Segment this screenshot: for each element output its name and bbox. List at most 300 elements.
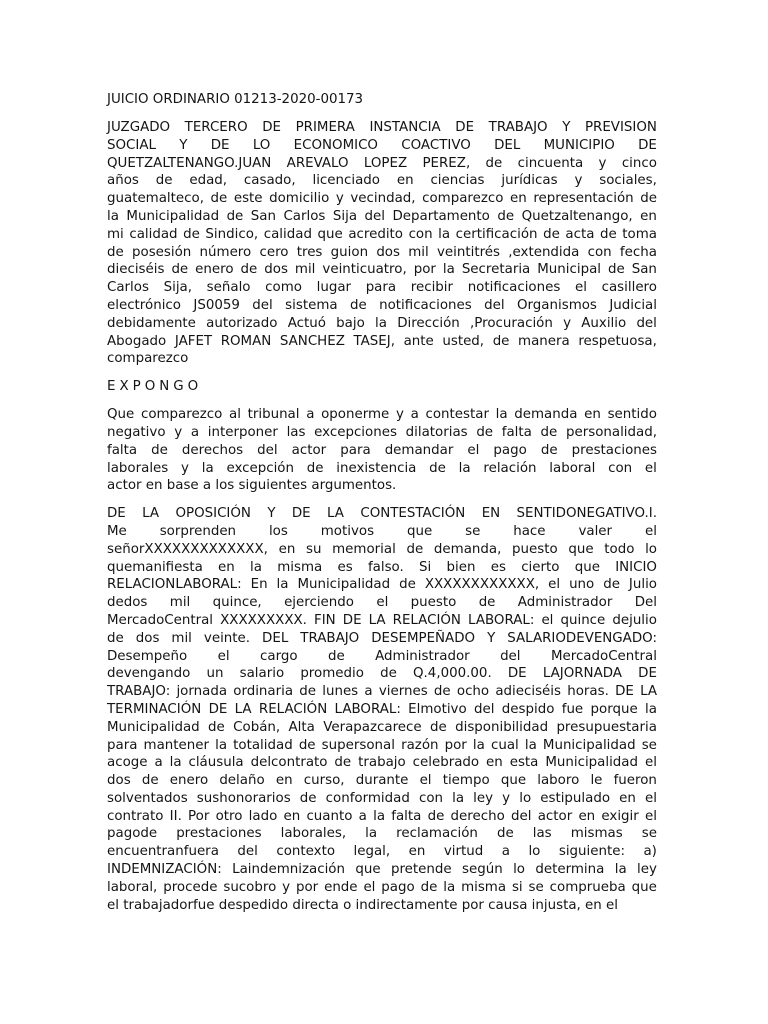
- line-word: otro: [215, 808, 243, 824]
- line-word: DE: [107, 506, 126, 522]
- line-word: Por: [188, 808, 210, 824]
- line-word: casado,: [243, 173, 296, 189]
- line-word: ,Procuración: [470, 315, 553, 331]
- line-word: con: [418, 790, 444, 806]
- line-word: a: [154, 755, 163, 771]
- line-word: de: [497, 208, 515, 224]
- line-word: por: [413, 262, 436, 278]
- line-word: RELACIONLABORAL:: [107, 577, 242, 593]
- line-word: FIN: [314, 612, 336, 628]
- line-word: DESEMPEÑADO: [371, 630, 476, 646]
- line-word: notificaciones: [379, 297, 472, 313]
- line-word: Dirección: [397, 315, 460, 331]
- line-word: la: [215, 737, 228, 753]
- line-word: En: [250, 577, 268, 593]
- line-word: del: [237, 844, 258, 860]
- line-word: de: [299, 790, 317, 806]
- line-word: demandar: [384, 442, 454, 458]
- text-line: [107, 612, 657, 630]
- line-word: del: [636, 315, 657, 331]
- line-word: mi: [107, 226, 124, 242]
- line-word: con: [587, 244, 612, 260]
- line-word: negativo: [107, 424, 166, 440]
- text-line: [107, 333, 657, 351]
- line-word: calidad: [263, 226, 312, 242]
- line-word: Administrador: [517, 595, 613, 611]
- line-word: MercadoCentral: [550, 648, 657, 664]
- line-word: el: [363, 879, 376, 895]
- line-word: la: [452, 790, 465, 806]
- line-word: reclamación: [396, 826, 478, 842]
- line-word: Verapazcarece: [323, 719, 422, 735]
- text-line: [107, 665, 657, 683]
- line-word: mil: [408, 244, 429, 260]
- text-line: [107, 505, 657, 523]
- line-word: a): [643, 844, 657, 860]
- line-word: relación: [483, 460, 537, 476]
- line-word: Y: [267, 506, 276, 522]
- line-word: y: [174, 424, 183, 440]
- line-word: uno: [569, 577, 595, 593]
- line-word: San: [631, 262, 657, 278]
- line-word: prestaciones: [571, 442, 657, 458]
- line-word: Y: [487, 630, 496, 646]
- line-word: cuanto: [306, 808, 353, 824]
- line-word: del: [474, 701, 495, 717]
- line-word: dos: [107, 773, 131, 789]
- line-word: INICIO: [615, 559, 657, 575]
- line-word: sucobro: [223, 879, 277, 895]
- line-word: de: [226, 208, 244, 224]
- line-word: veinte.: [203, 630, 251, 646]
- line-word: ECONOMICO: [293, 137, 378, 153]
- text-line: [107, 897, 657, 915]
- line-word: dieciséis: [107, 262, 165, 278]
- line-word: de: [155, 173, 173, 189]
- line-word: SOCIAL: [107, 137, 156, 153]
- line-word: Y: [179, 137, 188, 153]
- line-word: memorial: [332, 541, 396, 557]
- line-word: laborales: [107, 460, 169, 476]
- text-line: [107, 315, 657, 333]
- line-word: Sindico,: [205, 226, 259, 242]
- line-word: de: [430, 719, 447, 735]
- line-word: manera: [518, 333, 570, 349]
- line-word: guion: [330, 244, 369, 260]
- line-word: veintitrés: [436, 244, 501, 260]
- line-word: la: [614, 862, 627, 878]
- line-word: TRABAJO:: [107, 684, 171, 700]
- line-word: LA: [327, 506, 344, 522]
- line-word: dos: [135, 630, 160, 646]
- line-word: excepción: [226, 460, 294, 476]
- line-word: de: [299, 684, 317, 700]
- line-word: vecindad,: [350, 191, 416, 207]
- line-word: en: [218, 559, 235, 575]
- line-word: enero: [195, 262, 234, 278]
- line-word: LA: [368, 612, 386, 628]
- line-word: salario: [239, 666, 285, 682]
- line-word: OPOSICIÓN: [175, 506, 251, 522]
- line-word: personalidad,: [565, 424, 657, 440]
- text-line: [107, 737, 657, 755]
- line-word: Carlos: [283, 208, 326, 224]
- line-word: de: [540, 424, 558, 440]
- line-word: laboro: [537, 773, 580, 789]
- line-word: de: [476, 424, 494, 440]
- line-word: en: [408, 844, 426, 860]
- paragraph-opposition-arguments: [107, 505, 657, 914]
- line-word: jornada: [176, 684, 228, 700]
- line-word: prestaciones: [176, 826, 262, 842]
- line-word: demanda,: [433, 541, 502, 557]
- paragraph-opposition-intro: [107, 406, 657, 495]
- line-word: Judicial: [609, 297, 657, 313]
- line-word: cincuenta: [517, 155, 584, 171]
- line-word: del: [252, 297, 273, 313]
- line-word: misma: [461, 879, 507, 895]
- text-line: [107, 879, 657, 897]
- line-word: cual: [490, 737, 519, 753]
- text-line: [107, 772, 657, 790]
- line-word: la: [375, 315, 387, 331]
- line-word: dos: [264, 262, 288, 278]
- line-word: promedio: [300, 666, 364, 682]
- line-word: respetuosa,: [578, 333, 657, 349]
- line-word: con: [608, 460, 633, 476]
- line-word: DE: [638, 137, 657, 153]
- line-word: RELACIÓN: [392, 612, 461, 628]
- line-word: Municipalidad: [126, 208, 220, 224]
- line-word: Me: [107, 523, 127, 539]
- line-word: representación: [533, 191, 634, 207]
- line-word: el: [548, 577, 561, 593]
- line-word: el: [644, 755, 657, 771]
- text-line: [107, 460, 657, 478]
- line-word: LABORAL:: [334, 701, 401, 717]
- line-word: LAJORNADA: [542, 666, 622, 682]
- line-word: domicilio: [269, 191, 330, 207]
- line-word: actor en base a los siguientes argumentos.: [107, 478, 397, 494]
- line-word: la: [250, 559, 262, 575]
- line-word: años: [107, 173, 139, 189]
- line-word: LA: [234, 701, 252, 717]
- line-word: notificaciones: [467, 280, 561, 296]
- line-word: la: [495, 407, 508, 423]
- text-line: [107, 630, 657, 648]
- line-word: encuentranfuera: [107, 844, 219, 860]
- line-word: TERMINACIÓN: [107, 701, 202, 717]
- line-word: de: [327, 648, 345, 664]
- line-word: en: [640, 208, 657, 224]
- line-word: EN: [481, 506, 501, 522]
- line-word: el: [645, 790, 657, 806]
- line-word: el: [644, 808, 657, 824]
- line-word: Desempeño: [107, 648, 188, 664]
- line-word: recibir: [410, 280, 454, 296]
- line-word: veinticuatro,: [322, 262, 407, 278]
- line-word: acta: [565, 226, 595, 242]
- line-word: fueron: [613, 773, 657, 789]
- line-word: durante: [355, 773, 409, 789]
- line-word: cero: [259, 244, 289, 260]
- line-word: derechos: [181, 442, 244, 458]
- line-word: PEREZ,: [422, 155, 471, 171]
- line-word: de: [433, 684, 451, 700]
- line-word: puesto: [410, 595, 457, 611]
- text-line: [107, 155, 657, 173]
- line-word: LOPEZ: [363, 155, 408, 171]
- line-word: la: [524, 737, 537, 753]
- document-page: [107, 91, 657, 924]
- line-word: Que: [107, 407, 135, 423]
- line-word: del: [257, 442, 278, 458]
- line-word: interponer: [207, 424, 278, 440]
- line-word: lo: [528, 844, 541, 860]
- line-word: el trabajadorfue despedido directa o indirectamente por causa injusta, en el: [107, 897, 618, 913]
- line-word: dejulio: [612, 612, 657, 628]
- line-word: falta: [391, 808, 422, 824]
- text-line: [107, 244, 657, 262]
- line-word: TASEJ,: [353, 333, 395, 349]
- text-line: [107, 541, 657, 559]
- line-word: de: [399, 577, 416, 593]
- line-word: en: [510, 191, 527, 207]
- line-word: porque: [590, 701, 638, 717]
- text-line: [107, 790, 657, 808]
- line-word: número: [199, 244, 252, 260]
- line-word: y: [574, 173, 583, 189]
- line-word: lugar: [316, 280, 352, 296]
- line-word: de: [183, 226, 200, 242]
- line-word: Cobán,: [233, 719, 281, 735]
- line-word: la: [472, 737, 485, 753]
- line-word: mismas: [570, 826, 623, 842]
- case-title: JUICIO ORDINARIO 01213-2020-00173: [107, 92, 364, 107]
- text-line: [107, 208, 657, 226]
- line-word: de: [492, 333, 510, 349]
- line-word: dedos: [107, 595, 148, 611]
- line-word: de: [496, 826, 514, 842]
- line-word: se: [465, 523, 481, 539]
- line-word: en: [584, 407, 601, 423]
- line-word: se: [641, 826, 657, 842]
- line-word: Secretaria: [461, 262, 531, 278]
- line-word: de: [151, 442, 168, 458]
- line-word: DE: [615, 684, 634, 700]
- line-word: DE: [342, 612, 362, 628]
- line-word: de: [540, 442, 558, 458]
- line-word: y: [335, 191, 344, 207]
- line-word: Carlos: [107, 280, 149, 296]
- line-word: el: [541, 612, 554, 628]
- line-word: ende: [324, 879, 358, 895]
- line-word: II.: [169, 808, 182, 824]
- line-word: TERCERO: [184, 120, 248, 135]
- line-word: derecho: [450, 808, 505, 824]
- line-word: toma: [622, 226, 657, 242]
- text-line: [107, 825, 657, 843]
- line-word: es: [337, 559, 353, 575]
- line-word: trabajo: [358, 755, 406, 771]
- line-word: de: [240, 262, 258, 278]
- line-word: que: [631, 879, 657, 895]
- line-word: que: [355, 862, 381, 878]
- line-word: a: [410, 407, 419, 423]
- line-word: INSTANCIA: [369, 120, 441, 135]
- line-word: y: [395, 407, 404, 423]
- line-word: y: [563, 315, 572, 331]
- text-line: [107, 119, 657, 137]
- line-word: Administrador: [375, 648, 470, 664]
- text-line: [107, 261, 657, 279]
- line-word: delaño: [219, 773, 265, 789]
- line-word: Del: [634, 595, 657, 611]
- line-word: de: [429, 460, 446, 476]
- line-word: mil: [294, 262, 316, 278]
- line-word: se: [641, 737, 657, 753]
- line-word: del: [500, 648, 521, 664]
- text-line: [107, 683, 657, 701]
- line-word: todo: [604, 541, 635, 557]
- line-word: por: [444, 737, 467, 753]
- line-word: RELACIÓN: [258, 701, 328, 717]
- line-word: la: [438, 226, 451, 242]
- paragraph-court-appearance: [107, 119, 657, 368]
- line-word: la: [276, 577, 289, 593]
- text-line: [107, 279, 657, 297]
- line-word: PREVISION: [584, 120, 657, 135]
- line-word: DE: [291, 506, 311, 522]
- line-word: COACTIVO: [401, 137, 471, 153]
- line-word: guatemalteco,: [107, 191, 204, 207]
- line-word: bien: [446, 559, 476, 575]
- line-word: de: [349, 297, 367, 313]
- line-word: lo: [513, 862, 525, 878]
- line-word: la: [458, 460, 471, 476]
- line-word: DE: [262, 120, 281, 135]
- section-heading-expongo: EXPONGO: [107, 379, 203, 395]
- line-word: Municipalidad: [542, 737, 636, 753]
- line-word: Julio: [628, 577, 657, 593]
- line-word: en: [396, 173, 414, 189]
- line-word: que: [568, 541, 594, 557]
- line-word: para: [340, 442, 371, 458]
- line-word: del: [484, 297, 505, 313]
- line-word: laborales,: [280, 826, 347, 842]
- line-word: la: [442, 262, 455, 278]
- line-word: la: [169, 755, 182, 771]
- line-word: calidad: [129, 226, 178, 242]
- line-word: de: [107, 630, 124, 646]
- text-line: [107, 559, 657, 577]
- line-word: exigir: [601, 808, 639, 824]
- line-word: solventados: [107, 790, 188, 806]
- line-word: estipulado: [540, 790, 611, 806]
- line-word: en: [619, 790, 636, 806]
- line-word: delcontrato: [250, 755, 328, 771]
- line-word: la: [443, 879, 456, 895]
- line-word: que: [406, 523, 433, 539]
- line-word: DEL: [262, 630, 289, 646]
- line-word: la: [107, 208, 119, 224]
- line-word: comparezco: [140, 407, 223, 423]
- line-word: las: [286, 424, 306, 440]
- line-word: de: [306, 460, 324, 476]
- line-word: ocho: [456, 684, 490, 700]
- text-line: [107, 424, 657, 442]
- line-word: AREVALO: [286, 155, 349, 171]
- line-word: ROMAN: [220, 333, 272, 349]
- line-word: de: [607, 262, 625, 278]
- line-word: falta: [107, 442, 138, 458]
- line-word: Si: [419, 559, 432, 575]
- line-word: en: [486, 755, 503, 771]
- line-word: según: [462, 862, 503, 878]
- line-word: TRABAJO: [300, 630, 360, 646]
- line-word: de: [420, 879, 438, 895]
- line-word: SANCHEZ: [279, 333, 345, 349]
- text-line: [107, 523, 657, 541]
- line-word: de: [171, 262, 189, 278]
- line-word: SALARIODEVENGADO:: [507, 630, 657, 646]
- line-word: casillero: [601, 280, 657, 296]
- line-word: oponerme: [321, 407, 390, 423]
- line-word: debidamente: [107, 315, 196, 331]
- text-line: [107, 190, 657, 208]
- line-word: conformidad: [325, 790, 410, 806]
- line-word: en: [275, 773, 293, 789]
- line-word: mantener: [143, 737, 209, 753]
- line-word: quince,: [212, 595, 262, 611]
- line-word: Municipalidad: [545, 755, 639, 771]
- text-line: [107, 350, 657, 368]
- line-word: que: [317, 226, 343, 242]
- line-word: ejerciendo: [284, 595, 354, 611]
- line-word: actor: [291, 442, 327, 458]
- line-word: de: [208, 719, 225, 735]
- line-word: Municipal: [537, 262, 601, 278]
- line-word: la: [373, 808, 386, 824]
- line-word: esta: [509, 755, 539, 771]
- line-word: Actuó: [287, 315, 326, 331]
- text-line: [107, 861, 657, 879]
- line-word: de: [485, 155, 503, 171]
- line-word: el: [574, 280, 587, 296]
- text-line: [107, 719, 657, 737]
- text-line: [107, 297, 657, 315]
- line-word: señorXXXXXXXXXXXXX,: [107, 541, 268, 557]
- line-word: de: [640, 191, 657, 207]
- line-word: curso,: [303, 773, 345, 789]
- line-word: a: [364, 684, 373, 700]
- line-word: su: [306, 541, 322, 557]
- line-word: al: [228, 407, 241, 423]
- line-word: determina: [535, 862, 605, 878]
- line-word: pretende: [390, 862, 452, 878]
- line-word: de: [543, 226, 560, 242]
- line-word: electrónico: [107, 297, 181, 313]
- line-word: la: [201, 460, 214, 476]
- line-word: sentido: [607, 407, 657, 423]
- text-line: [107, 808, 657, 826]
- line-word: adieciséis: [495, 684, 561, 700]
- line-word: y: [181, 460, 189, 476]
- text-line: [107, 701, 657, 719]
- line-word: el: [467, 442, 480, 458]
- line-word: virtud: [443, 844, 484, 860]
- line-word: de: [478, 595, 496, 611]
